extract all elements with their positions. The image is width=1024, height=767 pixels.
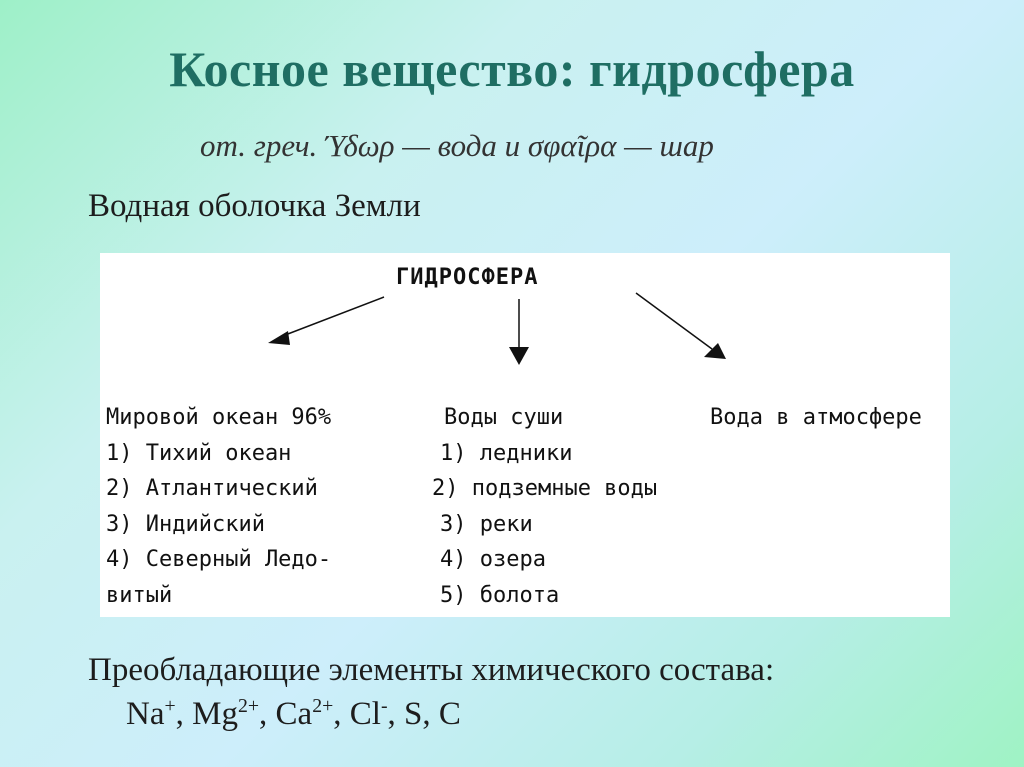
diagram-box bbox=[100, 253, 950, 617]
etymology-text: от. греч. Ύδωρ — вода и σφαῖρα — шар bbox=[200, 128, 714, 163]
ion-na: Na+ bbox=[126, 695, 176, 732]
list-item: 1) ледники bbox=[440, 440, 573, 466]
arrow-left-head bbox=[268, 331, 290, 345]
ions-list: Na+, $Mg^{2+}$, $Ca^{2+}$, Cl-, S, C bbox=[126, 695, 461, 732]
slide-title: Косное вещество: гидросфера bbox=[169, 41, 855, 97]
elements-label: Преобладающие элементы химического состава: bbox=[88, 652, 775, 688]
list-item: 5) болота bbox=[440, 582, 560, 608]
list-item: 2) подземные воды bbox=[432, 476, 658, 501]
element-s: S bbox=[404, 696, 423, 732]
ion-cl: Cl- bbox=[349, 695, 388, 732]
column-title: Воды суши bbox=[444, 405, 564, 430]
column-ocean bbox=[106, 400, 331, 613]
list-item: 1) Тихий океан bbox=[106, 440, 292, 466]
slide-subtitle: Водная оболочка Земли bbox=[88, 188, 421, 224]
list-item: витый bbox=[106, 582, 173, 608]
chemical-elements bbox=[88, 648, 774, 736]
arrow-right-line bbox=[636, 293, 712, 349]
list-item: 3) Индийский bbox=[106, 511, 265, 537]
ion-ca: $Ca^{2+}$ bbox=[275, 695, 334, 732]
ion-mg: $Mg^{2+}$ bbox=[192, 695, 260, 732]
column-atmosphere bbox=[710, 400, 922, 436]
column-title: Мировой океан 96% bbox=[106, 405, 332, 430]
arrow-center-head bbox=[509, 347, 529, 365]
list-item: 3) реки bbox=[440, 511, 533, 537]
column-land-water bbox=[432, 400, 658, 613]
list-item: 4) Северный Ледо- bbox=[106, 547, 332, 572]
element-c: C bbox=[438, 696, 461, 732]
arrow-left-line bbox=[280, 297, 384, 337]
list-item: 4) озера bbox=[440, 547, 546, 572]
list-item: 2) Атлантический bbox=[106, 476, 318, 501]
diagram-heading: ГИДРОСФЕРА bbox=[396, 265, 539, 290]
column-title: Вода в атмосфере bbox=[710, 405, 922, 430]
